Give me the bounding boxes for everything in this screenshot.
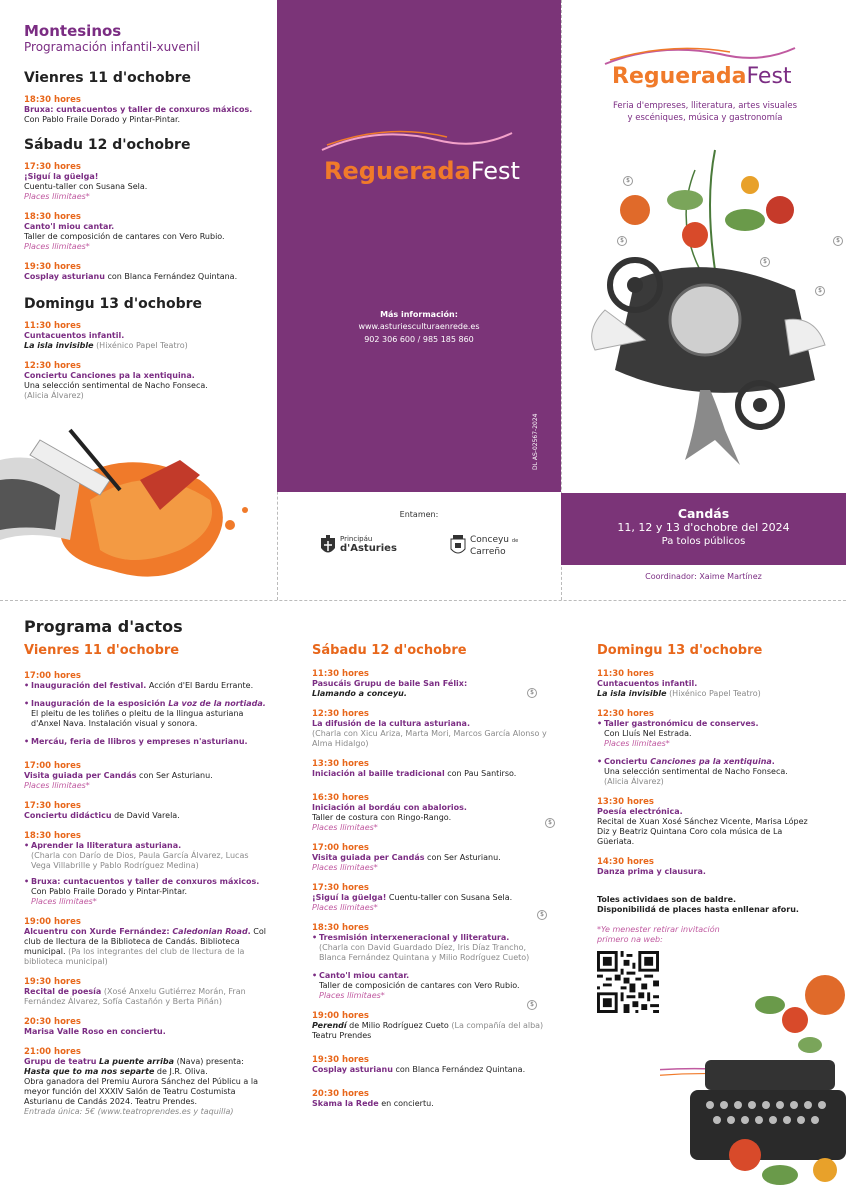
free-note-line2: Disponibilidá de places hasta enllenar aforu.: [597, 905, 799, 914]
logo: [324, 157, 520, 185]
place: Candás: [677, 506, 730, 521]
tagline: [580, 100, 830, 124]
event-title: Cosplay asturianu: [24, 272, 105, 281]
info-panel: [277, 0, 561, 492]
event-title: ¡Siguí la güelga!: [24, 172, 99, 181]
event-hour: 18:30 hores: [24, 95, 81, 105]
invite-note-line2: primero na web:: [597, 935, 663, 944]
phone-numbers: 902 306 600 / 985 185 860: [364, 335, 474, 344]
event-desc: Cuentu-taller con Susana Sela.: [24, 182, 148, 191]
event-info-box: [561, 493, 846, 565]
program-col-friday: Vienres 11 d'ochobre 17:00 hores • Inauguración del festival. Acción d'El Bardu Errante. • Inauguración de la esposición La voz de la nortiada. El pleitu de les toliñes o pleitu de la llingua asturiana d'Anxel Nava. Instalación visual y sonora. • Mercáu, feria de llibros y empreses n'asturianu. 17:00 hores Visita guiada per Candás con Ser Asturianu. Places llimitaes* 17:30 hores Conciertu didácticu de David Varela. 18:30 hores • Aprender la lliteratura asturiana. (Charla con Darío de Dios, Paula García Álvarez, Lucas Vega Villabrille y Pablo Rodríguez Medina) • Bruxa: cuntacuentos y taller de conxuros máxicos. Con Pablo Fraile Dorado y Pintar-Pintar. Places llimitaes* 19:00 hores Alcuentru con Xurde Fernández: Caledonian Road. Col club de llectura de la Biblioteca de Candás. Biblioteca municipal. (Pa los integrantes del club de llectura de la biblioteca municipal) 19:30 hores Recital de poesía (Xosé Anxelu Gutiérrez Morán, Fran Fernández Álvarez, Sofía Castañón y Berta Piñán) 20:30 hores Marisa Valle Roso en conciertu. 21:00 hores Grupu de teatru La puente arriba (Nava) presenta: Hasta que to ma nos separte de J.R. Oliva. Obra ganadora del Premiu Aurora Sánchez del Públicu a la meyor función del XXXIV Salón de Teatru Costumista Asturianu de Candás 2024. Teatru Prendes. Entrada única: 5€ (www.teatroprendes.es y taquilla): [24, 643, 269, 1127]
day-heading: Vienres 11 d'ochobre: [24, 643, 180, 658]
event-hour: 12:30 hores: [24, 361, 81, 371]
crest-icon: [320, 535, 336, 557]
program-col-saturday: Sábadu 12 d'ochobre 11:30 hores Pasucáis Grupu de baile San Félix: Llamando a conceyu. 12:30 hores La difusión de la cultura asturiana. (Charla con Xicu Ariza, Marta Mori, Marcos García Alonso y Alma Hidalgo) 13:30 hores Iniciación al baille tradicional con Pau Santirso. 16:30 hores Iniciación al bordáu con abalorios. Taller de costura con Ringo-Rango. Places llimitaes* 17:00 hores Visita guiada per Candás con Ser Asturianu. Places llimitaes* 17:30 hores ¡Siguí la güelga! Cuentu-taller con Susana Sela. Places llimitaes* 18:30 hores • Tresmisión interxeneracional y lliteratura. (Charla con David Guardado Díez, Iris Díaz Trancho, Blanca Fernández Quintana y Milio Rodríguez Cueto) • Canto'l miou cantar. Taller de composición de cantares con Vero Rubio. Places llimitaes* 19:00 hores Perendí de Milio Rodríguez Cueto (La compañía del alba) Teatru Prendes 19:30 hores Cosplay asturianu con Blanca Fernández Quintana. 20:30 hores Skama la Rede en conciertu.: [312, 643, 547, 1119]
carreno-logo: [450, 535, 518, 558]
logo-swoosh-icon: [317, 125, 517, 155]
coin-icon: $: [833, 236, 843, 246]
coordinator: Coordinador: Xaime Martínez: [645, 572, 762, 581]
coin-icon: $: [617, 236, 627, 246]
day-heading: Sábadu 12 d'ochobre: [312, 643, 467, 658]
event-desc2: (Alicia Álvarez): [24, 391, 84, 400]
logo-text-b: Fest: [470, 157, 520, 185]
logo-text-a: Reguerada: [612, 64, 747, 89]
day-heading: Domingu 13 d'ochobre: [24, 296, 203, 312]
asturies-logo: [320, 535, 397, 557]
day-heading: Vienres 11 d'ochobre: [24, 70, 192, 86]
cover-illustration: [575, 140, 840, 470]
logo-text-b: Fest: [746, 64, 792, 89]
event-desc: La isla invisible: [24, 341, 94, 350]
coin-icon: $: [815, 286, 825, 296]
coin-icon: $: [527, 1000, 537, 1010]
carreno-text-de: de: [511, 538, 519, 544]
montesinos-title: Montesinos: [24, 22, 122, 40]
event-desc: Taller de composición de cantares con Vero Rubio.: [24, 232, 225, 241]
typewriter-illustration: [660, 965, 846, 1200]
event-hour: 17:00 hores: [24, 671, 81, 681]
coin-icon: $: [760, 257, 770, 267]
program-title: Programa d'actos: [24, 617, 183, 636]
event-desc: Una selección sentimental de Nacho Fonseca.: [24, 381, 208, 390]
coat-of-arms-icon: [450, 535, 466, 557]
event-hour: 18:30 hores: [24, 212, 81, 222]
tagline-line1: Feria d'empreses, lliteratura, artes visuales: [612, 101, 798, 111]
carreno-text-a: Conceyu: [470, 535, 510, 545]
event-item: • Inauguración de la esposición La voz de la nortiada. El pleitu de les toliñes o pleitu de la llingua asturiana d'Anxel Nava. Instalación visual y sonora.: [24, 699, 269, 729]
event-note: Places llimitaes*: [24, 192, 90, 201]
coin-icon: $: [545, 818, 555, 828]
logo-text-a: Reguerada: [324, 157, 471, 185]
asturies-text-a: Principáu: [340, 535, 373, 543]
event-hour: 17:30 hores: [24, 162, 81, 172]
event-desc: Con Pablo Fraile Dorado y Pintar-Pintar.: [24, 115, 181, 124]
program-sheet: [0, 600, 846, 1200]
event-item: • Inauguración del festival. Acción d'El Bardu Errante.: [24, 681, 269, 691]
tagline-line2: y escéniques, música y gastronomía: [627, 113, 783, 123]
audience: Pa tolos públicos: [661, 536, 746, 547]
event-desc: con Blanca Fernández Quintana.: [107, 272, 238, 281]
cover-logo: [612, 64, 792, 89]
event-title: Conciertu Canciones pa la xentiquina.: [24, 371, 195, 380]
event-item: • Mercáu, feria de llibros y empreses n'asturianu.: [24, 737, 269, 747]
program-col-sunday: Domingu 13 d'ochobre 11:30 hores Cuntacuentos infantil. La isla invisible (Hixénico Papel Teatro) 12:30 hores • Taller gastronómicu de conserves. Con Lluís Nel Estrada. Places llimitaes* • Conciertu Canciones pa la xentiquina. Una selección sentimental de Nacho Fonseca. (Alicia Álvarez) 13:30 hores Poesía electrónica. Recital de Xuan Xosé Sánchez Vicente, Marisa López Diz y Beatriz Quintana Coro cola música de La Güeriata. 14:30 hores Danza prima y clausura. Toles actividaes son de baldre. Disponibilidá de places hasta enllenar aforu. *Ye menester retirar invitación primero na web:: [597, 643, 822, 1013]
dates: 11, 12 y 13 d'ochobre del 2024: [617, 521, 790, 534]
coin-icon: $: [623, 176, 633, 186]
event-title: Bruxa: cuntacuentos y taller de conxuros máxicos.: [24, 105, 253, 114]
qr-code[interactable]: [597, 951, 659, 1013]
asturies-text-b: d'Asturies: [340, 543, 397, 554]
day-heading: Domingu 13 d'ochobre: [597, 643, 763, 658]
event-title: Cuntacuentos infantil.: [24, 331, 125, 340]
event-note: Places llimitaes*: [24, 242, 90, 251]
coin-icon: $: [537, 910, 547, 920]
more-info-label: Más información:: [380, 310, 458, 319]
free-note-line1: Toles actividaes son de baldre.: [597, 895, 737, 904]
book-paint-illustration: [0, 420, 270, 595]
legal-deposit: DL AS-02567-2024: [532, 413, 539, 470]
montesinos-subtitle: Programación infantil-xuvenil: [24, 40, 200, 54]
invite-note-line1: *Ye menester retirar invitación: [597, 925, 720, 934]
sponsors-label: Entamen:: [399, 510, 439, 519]
event-hour: 11:30 hores: [24, 321, 81, 331]
coin-icon: $: [527, 688, 537, 698]
event-hour: 19:30 hores: [24, 262, 81, 272]
event-title: Canto'l miou cantar.: [24, 222, 115, 231]
day-heading: Sábadu 12 d'ochobre: [24, 137, 191, 153]
montesinos-panel: [24, 22, 269, 411]
event-desc2: (Hixénico Papel Teatro): [96, 341, 188, 350]
website-link[interactable]: www.asturiesculturaenrede.es: [358, 322, 480, 331]
carreno-text-b: Carreño: [470, 547, 506, 557]
